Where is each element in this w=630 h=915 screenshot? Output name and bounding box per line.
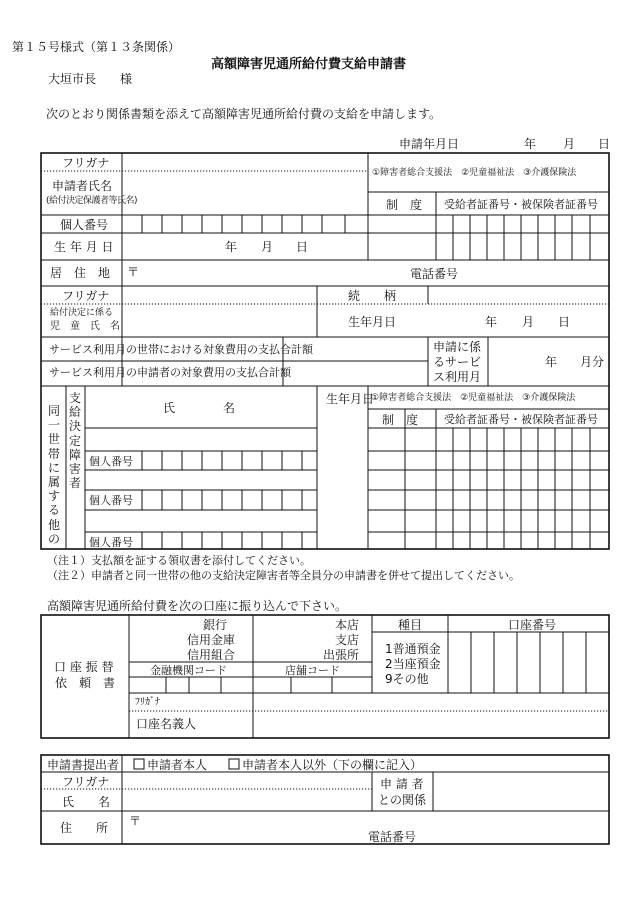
submitter-name-label: 氏 名 xyxy=(62,795,111,809)
branch-type-branch: 支店 xyxy=(335,633,360,647)
addressee: 大垣市長 様 xyxy=(48,72,133,86)
household-law-options: ①障害者総合支援法 ②児童福祉法 ③介護保険法 xyxy=(371,393,576,403)
holder-name-input[interactable] xyxy=(255,713,607,736)
note-2: （注２）申請者と同一世帯の他の支給決定障害者等全員分の申請書を併せて提出してください。 xyxy=(47,569,520,582)
bank-type-bank: 銀行 xyxy=(203,618,228,632)
submitter-other-label: 申請者本人以外（下の欄に記入） xyxy=(242,758,423,772)
submitter-self-checkbox[interactable] xyxy=(133,758,145,770)
bank-intro: 高額障害児通所給付費を次の口座に振り込んで下さい。 xyxy=(47,599,348,613)
submitter-relation-label-1: 申 請 者 xyxy=(380,777,424,791)
child-name-label-2: 児 童 氏 名 xyxy=(50,321,120,332)
bank-name-input[interactable] xyxy=(131,618,185,660)
applicant-postal-mark: 〒 xyxy=(127,265,140,279)
branch-name-input[interactable] xyxy=(255,618,321,660)
submitter-name-input[interactable] xyxy=(124,791,370,809)
submitter-relation-input[interactable] xyxy=(435,774,607,809)
household-total-label: サービス利用月の世帯における対象費用の支払合計額 xyxy=(49,343,313,356)
account-kind-9: 9その他 xyxy=(385,672,429,686)
date-year-label: 年 xyxy=(524,137,537,151)
applicant-address-input[interactable] xyxy=(140,262,400,284)
intro-text: 次のとおり関係書類を添えて高額障害児通所給付費の支給を申請します。 xyxy=(46,107,442,121)
date-month-label: 月 xyxy=(563,137,576,151)
household-member-2-name[interactable] xyxy=(87,472,315,488)
submitter-other-checkbox[interactable] xyxy=(228,758,240,770)
bank-type-credit-union: 信用組合 xyxy=(187,648,236,662)
form-title: 高額障害児通所給付費支給申請書 xyxy=(211,57,407,72)
holder-label: 口座名義人 xyxy=(136,717,197,731)
applicant-address-label: 居 住 地 xyxy=(50,266,111,280)
service-year-label: 年 xyxy=(545,355,558,369)
submitter-furigana-input[interactable] xyxy=(124,773,370,788)
child-birth-label: 生年月日 xyxy=(348,315,397,329)
child-birth-month: 月 xyxy=(522,315,535,329)
household-vertical-label-right: 支給決定障害者 xyxy=(68,391,81,491)
household-member-1-personal-no-label: 個人番号 xyxy=(89,455,133,468)
applicant-birth-month: 月 xyxy=(261,240,274,254)
branch-type-office: 出張所 xyxy=(323,648,360,662)
account-kind-header: 種目 xyxy=(398,618,423,632)
child-birth-year: 年 xyxy=(485,315,498,329)
applicant-birth-year: 年 xyxy=(225,240,238,254)
household-birth-header: 生年月日 xyxy=(326,392,375,406)
child-furigana-label: フリガナ xyxy=(62,289,110,303)
applicant-system-input[interactable] xyxy=(370,216,434,258)
applicant-furigana-input[interactable] xyxy=(124,154,366,170)
child-birth-day: 日 xyxy=(558,315,571,329)
branch-code-label: 店舗コード xyxy=(285,664,340,677)
child-name-input[interactable] xyxy=(124,306,315,335)
account-kind-2: 2当座預金 xyxy=(385,657,441,671)
household-member-3-name[interactable] xyxy=(87,512,315,530)
child-name-label-1: 給付決定に係る xyxy=(50,308,114,318)
child-relation-label: 続 柄 xyxy=(348,289,397,303)
branch-type-head: 本店 xyxy=(335,618,360,632)
submitter-label: 申請書提出者 xyxy=(47,758,120,772)
date-month-input[interactable] xyxy=(538,134,563,150)
account-kind-1: 1普通預金 xyxy=(385,642,441,656)
holder-furigana-input[interactable] xyxy=(255,695,607,710)
bank-label-1: 口 座 振 替 xyxy=(54,660,114,674)
bank-type-credit-bank: 信用金庫 xyxy=(187,633,236,647)
date-label: 申請年月日 xyxy=(399,137,460,151)
applicant-total-label: サービス利用月の申請者の対象費用の支払合計額 xyxy=(49,366,291,379)
applicant-cert-header: 受給者証番号・被保険者証番号 xyxy=(444,198,598,211)
submitter-phone-label: 電話番号 xyxy=(368,830,417,844)
applicant-birth-label: 生 年 月 日 xyxy=(54,240,114,254)
household-member-3-personal-no-label: 個人番号 xyxy=(89,536,133,549)
service-month-label-2: るサービ xyxy=(433,355,482,369)
household-total-input[interactable] xyxy=(285,339,426,359)
child-relation-input[interactable] xyxy=(430,287,606,303)
submitter-furigana-label: フリガナ xyxy=(62,775,110,789)
child-furigana-input[interactable] xyxy=(124,287,315,303)
bank-code-label: 金融機関コード xyxy=(150,664,227,677)
holder-furigana-label: ﾌﾘｶﾞﾅ xyxy=(135,697,160,708)
submitter-self-label: 申請者本人 xyxy=(147,758,208,772)
applicant-name-note: (給付決定保護者等氏名) xyxy=(46,196,138,206)
applicant-phone-label: 電話番号 xyxy=(410,267,459,281)
applicant-law-options: ①障害者総合支援法 ②児童福祉法 ③介護保険法 xyxy=(372,168,577,178)
form-number: 第１５号様式（第１３条関係） xyxy=(12,40,181,54)
applicant-personal-no-label: 個人番号 xyxy=(60,218,109,232)
applicant-birth-day: 日 xyxy=(296,240,309,254)
applicant-phone-input[interactable] xyxy=(466,262,606,284)
applicant-name-input[interactable] xyxy=(124,173,366,213)
applicant-furigana-label: フリガナ xyxy=(62,156,110,170)
date-day-input[interactable] xyxy=(575,134,597,150)
service-month-label-1: 申請に係 xyxy=(433,340,482,354)
household-vertical-label-left: 同一世帯に属する他の xyxy=(47,404,60,546)
submitter-address-input[interactable] xyxy=(142,813,442,828)
account-number-header: 口座番号 xyxy=(508,618,557,632)
household-system-header: 制 度 xyxy=(382,413,419,427)
date-year-input[interactable] xyxy=(490,134,520,150)
applicant-total-input[interactable] xyxy=(285,363,426,384)
submitter-postal-mark: 〒 xyxy=(129,814,142,828)
bank-label-2: 依 頼 書 xyxy=(55,676,116,690)
applicant-name-label: 申請者氏名 xyxy=(52,179,113,193)
applicant-system-header: 制 度 xyxy=(386,198,423,212)
submitter-relation-label-2: との関係 xyxy=(378,793,427,807)
service-month-suffix: 月分 xyxy=(580,355,605,369)
household-cert-header: 受給者証番号・被保険者証番号 xyxy=(444,413,598,426)
household-name-header: 氏 名 xyxy=(163,401,236,415)
service-month-label-3: ス利用月 xyxy=(433,370,482,384)
household-member-2-personal-no-label: 個人番号 xyxy=(89,494,133,507)
date-day-label: 日 xyxy=(598,137,611,151)
submitter-address-label: 住 所 xyxy=(60,821,109,835)
household-member-1-name[interactable] xyxy=(87,430,315,449)
submitter-phone-input[interactable] xyxy=(424,827,606,842)
note-1: （注１）支払額を証する領収書を添付してください。 xyxy=(47,554,311,567)
